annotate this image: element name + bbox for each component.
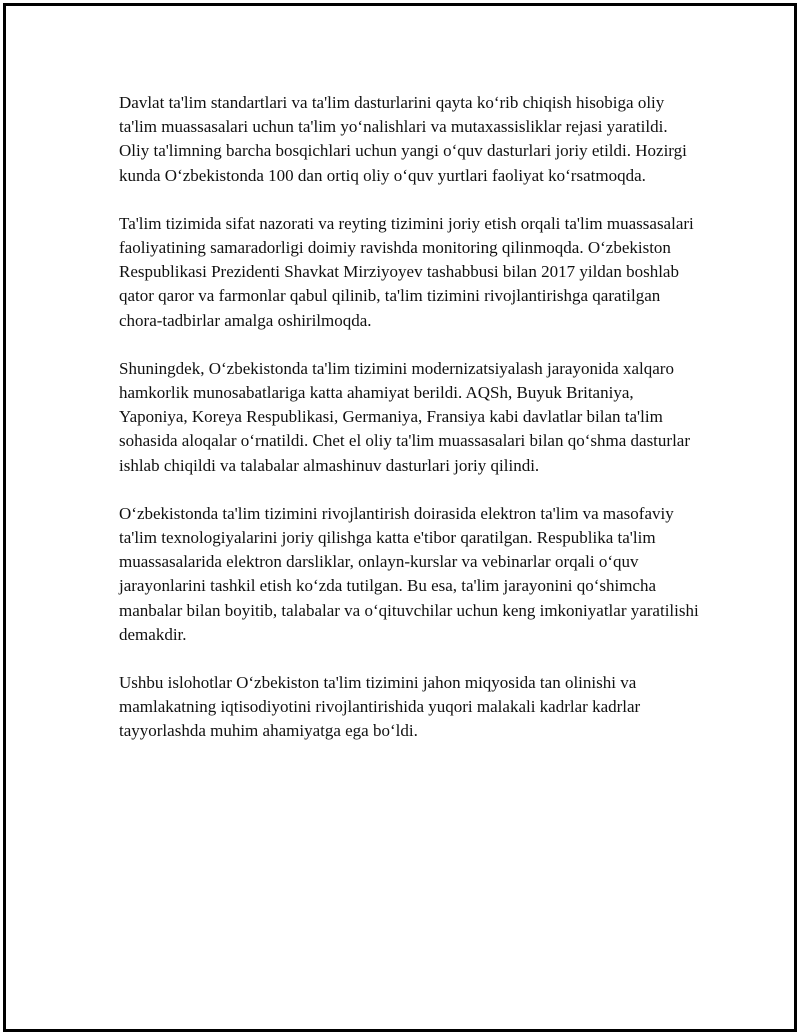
document-body — [119, 91, 699, 768]
paragraph-5: Ushbu islohotlar O‘zbekiston ta'lim tizimini jahon miqyosida tan olinishi va mamlakatning iqtisodiyotini rivojlantirishida yuqori malakali kadrlar kadrlar tayyorlashda muhim ahamiyatga ega bo‘ldi. — [119, 673, 641, 741]
paragraph-3: Shuningdek, O‘zbekistonda ta'lim tizimini modernizatsiyalash jarayonida xalqaro hamkorlik munosabatlariga katta ahamiyat berildi. AQSh, Buyuk Britaniya, Yaponiya, Koreya Respublikasi, Germaniya, Fransiya kabi davlatlar bilan ta'lim sohasida aloqalar o‘rnatildi. Chet el oliy ta'lim muassasalari bilan qo‘shma dasturlar ishlab chiqildi va talabalar almashinuv dasturlari joriy qilindi. — [119, 358, 690, 475]
paragraph-4: O‘zbekistonda ta'lim tizimini rivojlantirish doirasida elektron ta'lim va masofaviy ta'lim texnologiyalarini joriy qilishga katta e'tibor qaratilgan. Respublika ta'lim muassasalarida elektron darsliklar, onlayn-kurslar va vebinarlar orqali o‘quv jarayonlarini tashkil etish ko‘zda tutilgan. Bu esa, ta'lim jarayonini qo‘shimcha manbalar bilan boyitib, talabalar va o‘qituvchilar uchun keng imkoniyatlar yaratilishi demakdir. — [119, 503, 699, 644]
paragraph-2: Ta'lim tizimida sifat nazorati va reyting tizimini joriy etish orqali ta'lim muassasalari faoliyatining samaradorligi doimiy ravishda monitoring qilinmoqda. O‘zbekiston Respublikasi Prezidenti Shavkat Mirziyoyev tashabbusi bilan 2017 yildan boshlab qator qaror va farmonlar qabul qilinib, ta'lim tizimini rivojlantirishga qaratilgan chora-tadbirlar amalga oshirilmoqda. — [119, 213, 694, 330]
paragraph-1: Davlat ta'lim standartlari va ta'lim dasturlarini qayta ko‘rib chiqish hisobiga oliy ta'lim muassasalari uchun ta'lim yo‘nalishlari va mutaxassisliklar rejasi yaratildi. Oliy ta'limning barcha bosqichlari uchun yangi o‘quv dasturlari joriy etildi. Hozirgi kunda O‘zbekistonda 100 dan ortiq oliy o‘quv yurtlari faoliyat ko‘rsatmoqda. — [119, 93, 687, 185]
